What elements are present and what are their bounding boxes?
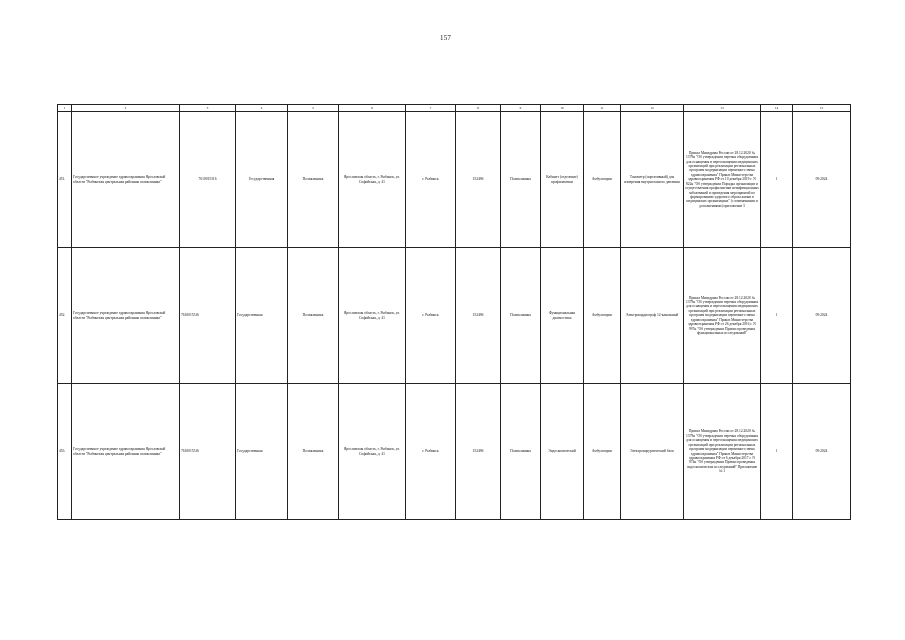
column-number: 8 [456,105,501,112]
ownership-form: Государственная [236,248,288,384]
row-number: 451. [58,112,72,248]
ownership-form: Государственная [236,384,288,520]
subdivision: Поликлиника [501,384,541,520]
organization-name: Государственное учреждение здравоохранения Ярославской области "Рыбинская центральная районная поликлиника" [72,248,180,384]
column-number: 3 [180,105,236,112]
postal-index: 152496 [456,384,501,520]
table-row [58,384,851,520]
delivery-date: 09.2024 [793,248,851,384]
facility-address: Ярославская область, г. Рыбинск, ул. Софийская, д. 41 [339,112,406,248]
column-number: 12 [621,105,684,112]
postal-index: 152496 [456,248,501,384]
column-number-row [58,105,851,112]
column-number: 13 [684,105,761,112]
equipment-name: Электрохирургический блок [621,384,684,520]
city: г. Рыбинск [406,248,456,384]
care-conditions: Амбулаторно [584,112,621,248]
regulatory-basis: Приказ Минздрава России от 28.12.2020 № 1379н "Об утверждении перечня оборудования для оснащения и переоснащения медицинских организаций при реализации региональных программ модернизации первичного звена здравоохранения" Приказ Министерства здравоохранения РФ от 10 декабря 2019 г. N 822н "Об утверждении Порядка организации и осуществления профилактики неинфекционных заболеваний и проведения мероприятий по формированию здорового образа жизни в медицинских организациях" (с изменениями и дополнениями) приложение 3 [684,112,761,248]
room-name: Функциональная диагностика [541,248,584,384]
ownership-form: Государственная [236,112,288,248]
quantity: 1 [761,112,793,248]
facility-address: Ярославская область, г. Рыбинск, ул. Софийская, д. 41 [339,248,406,384]
care-conditions: Амбулаторно [584,384,621,520]
quantity: 1 [761,384,793,520]
table-row [58,248,851,384]
column-number: 7 [406,105,456,112]
regulatory-basis: Приказ Минздрава России от 28.12.2020 № 1379н "Об утверждении перечня оборудования для оснащения и переоснащения медицинских организаций при реализации региональных программ модернизации первичного звена здравоохранения" Приказ Министерства здравоохранения РФ от 26 декабря 2016 г. N 997н "Об утверждении Правил проведения функциональных исследований" [684,248,761,384]
equipment-name: Электрокардиограф 12-канальный [621,248,684,384]
inn-code: 7610015316 [180,384,236,520]
column-number: 4 [236,105,288,112]
subdivision: Поликлиника [501,112,541,248]
column-number: 6 [339,105,406,112]
organization-name: Государственное учреждение здравоохранения Ярославской области "Рыбинская центральная районная поликлиника" [72,112,180,248]
equipment-name: Тонометр (портативный) для измерения внутриглазного давления [621,112,684,248]
subdivision: Поликлиника [501,248,541,384]
row-number: 453. [58,384,72,520]
facility-address: Ярославская область, г. Рыбинск, ул. Софийская, д. 41 [339,384,406,520]
page-number: 157 [440,34,452,42]
quantity: 1 [761,248,793,384]
column-number: 9 [501,105,541,112]
column-number: 2 [72,105,180,112]
room-name: Кабинет (отделение) профилактики [541,112,584,248]
organization-name: Государственное учреждение здравоохранения Ярославской области "Рыбинская центральная районная поликлиника" [72,384,180,520]
city: г. Рыбинск [406,384,456,520]
care-conditions: Амбулаторно [584,248,621,384]
column-number: 5 [288,105,339,112]
column-number: 14 [761,105,793,112]
table-row [58,112,851,248]
inn-code: 7610015316 [180,112,236,248]
column-number: 1 [58,105,72,112]
column-number: 11 [584,105,621,112]
room-name: Эндоскопический [541,384,584,520]
city: г. Рыбинск [406,112,456,248]
facility-type: Поликлиника [288,248,339,384]
delivery-date: 09.2024 [793,112,851,248]
delivery-date: 09.2024 [793,384,851,520]
postal-index: 152496 [456,112,501,248]
column-number: 15 [793,105,851,112]
regulatory-basis: Приказ Минздрава России от 28.12.2020 № 1379н "Об утверждении перечня оборудования для оснащения и переоснащения медицинских организаций при реализации региональных программ модернизации первичного звена здравоохранения" Приказ Министерства здравоохранения РФ от 6 декабря 2017 г. N 974н "Об утверждении Правил проведения эндоскопических исследований" Приложение № 1 [684,384,761,520]
column-number: 10 [541,105,584,112]
equipment-register-table [57,104,851,520]
row-number: 452. [58,248,72,384]
facility-type: Поликлиника [288,112,339,248]
inn-code: 7610015316 [180,248,236,384]
facility-type: Поликлиника [288,384,339,520]
